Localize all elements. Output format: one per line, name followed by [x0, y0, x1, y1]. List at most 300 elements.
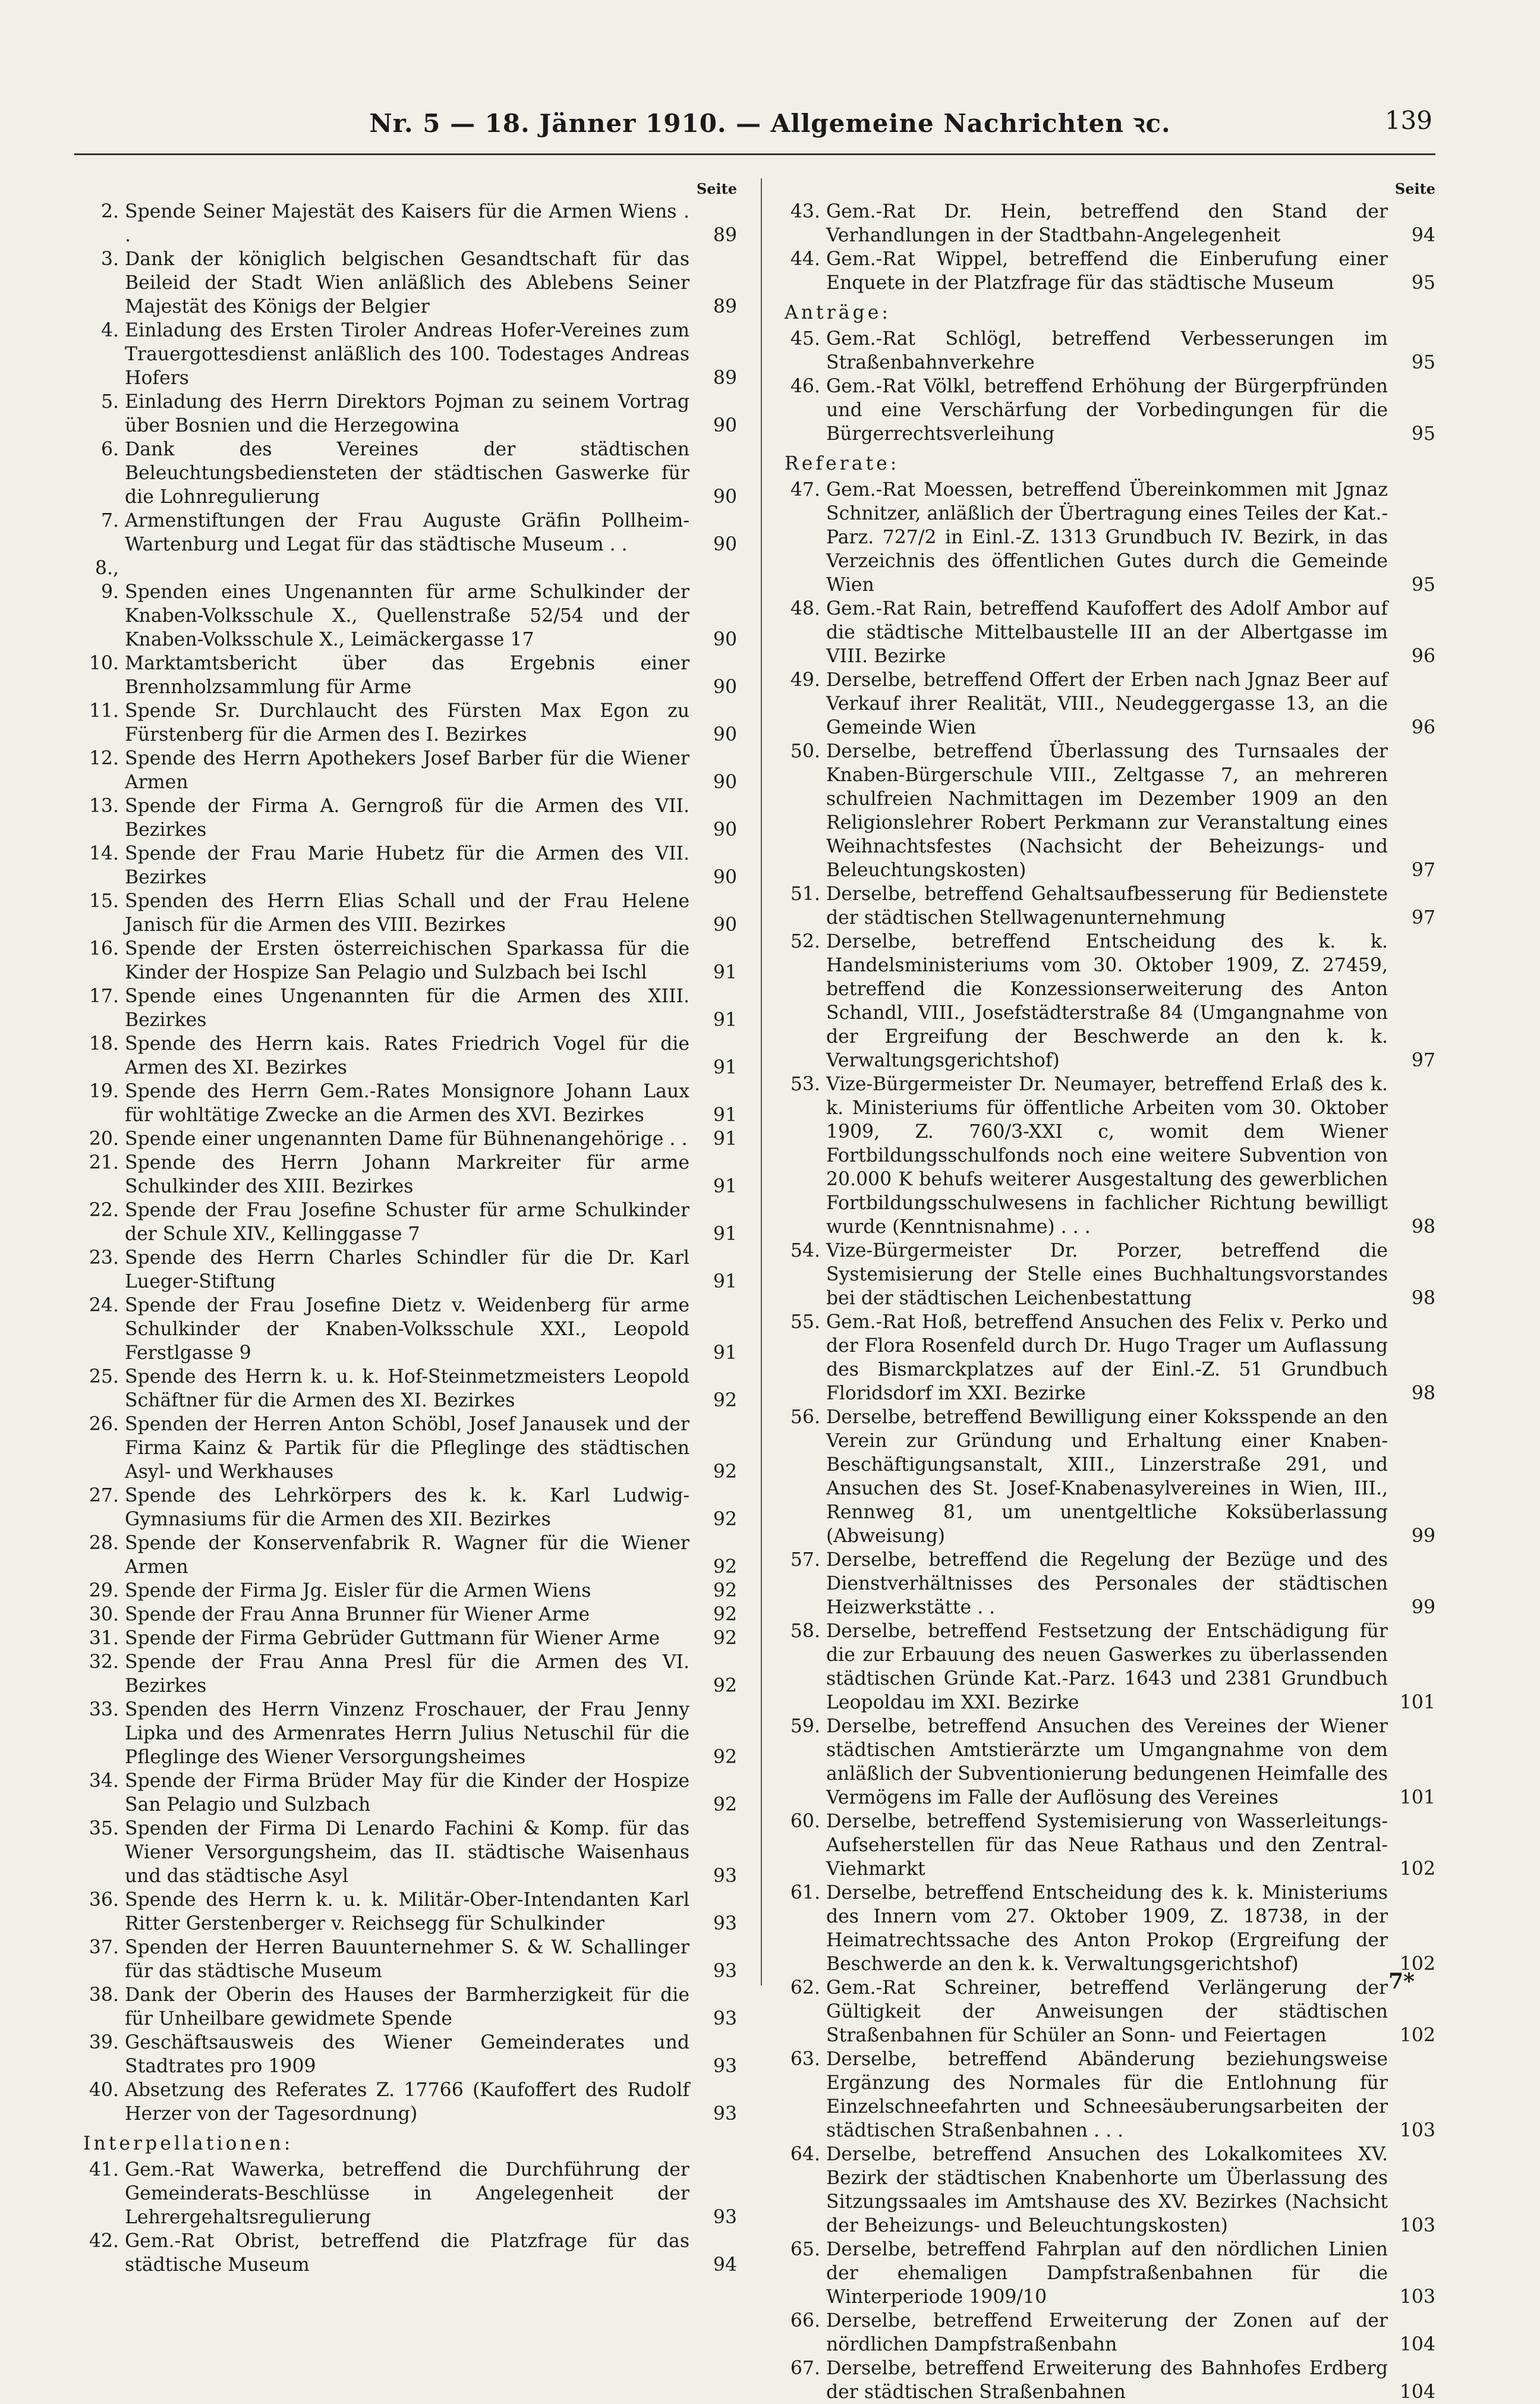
entry-text-block — [83, 319, 737, 390]
entry-number: 52. — [790, 931, 820, 952]
entry-text: Spenden des Herrn Vinzenz Froschauer, der Frau Jenny Lipka und des Armenrates Herrn Julius Netuschil für die Pfleglinge des Wiener Versorgungsheimes — [125, 1699, 689, 1768]
index-entry — [83, 1817, 737, 1888]
entry-page: 97 — [1411, 860, 1435, 881]
entry-page: 90 — [713, 867, 737, 888]
entry-page: 91 — [713, 1176, 737, 1197]
entry-text: Spende des Herrn k. u. k. Militär-Ober-Intendanten Karl Ritter Gerstenberger v. Reichsegg für Schulkinder — [125, 1889, 689, 1934]
entry-text-block — [83, 1579, 737, 1603]
entry-text: Marktamtsbericht über das Ergebnis einer Brennholzsammlung für Arme — [125, 653, 689, 698]
entry-number: 32. — [89, 1651, 119, 1673]
index-entry — [785, 2142, 1435, 2238]
entry-number: 19. — [89, 1081, 119, 1102]
entry-text-block — [785, 2047, 1435, 2142]
index-entry — [785, 1310, 1435, 1405]
entry-number: 37. — [89, 1937, 119, 1958]
entry-number: 46. — [790, 376, 820, 397]
entry-text: Derselbe, betreffend Überlassung des Turnsaales der Knaben-Bürgerschule VIII., Zeltgasse 7, an mehreren schulfreien Nachmittagen im Dezember 1909 an den Religionslehrer Robert Perkmann zur Veranstaltung eines Weihnachtsfestes (Nachsicht der Beheizungs- und Beleuchtungskosten) — [826, 741, 1388, 881]
entry-text: Spende des Herrn Gem.-Rates Monsignore Johann Laux für wohltätige Zwecke an die Armen des XVI. Bezirkes — [125, 1081, 689, 1126]
entry-text: Gem.-Rat Wippel, betreffend die Einberufung einer Enquete in der Platzfrage für das städtische Museum — [826, 248, 1388, 294]
index-entry — [83, 1127, 737, 1151]
entry-text-block — [83, 1817, 737, 1888]
entry-number: 49. — [790, 669, 820, 691]
entry-text-block — [83, 509, 737, 556]
entry-number: 10. — [89, 653, 119, 674]
index-entry — [83, 556, 737, 652]
index-entry — [83, 2031, 737, 2078]
entry-page: 93 — [713, 2056, 737, 2077]
entry-number: 58. — [790, 1621, 820, 1642]
index-entry — [83, 1032, 737, 1080]
section-heading: Referate: — [785, 453, 900, 474]
entry-page: 103 — [1399, 2120, 1435, 2141]
entry-text-block — [83, 1412, 737, 1484]
seite-label: Seite — [1394, 180, 1435, 197]
entry-number: 16. — [89, 938, 119, 959]
entry-text-block — [83, 747, 737, 794]
entry-text-block — [83, 889, 737, 937]
entry-page: 91 — [713, 1342, 737, 1364]
entry-page: 102 — [1399, 2025, 1435, 2046]
entry-text-block — [785, 1548, 1435, 1619]
entry-text-block — [83, 699, 737, 747]
entry-text: Gem.-Rat Dr. Hein, betreffend den Stand der Verhandlungen in der Stadtbahn-Angelegenheit — [826, 201, 1388, 246]
entry-text: Spende eines Ungenannten für die Armen des XIII. Bezirkes — [125, 986, 689, 1031]
entry-text: Derselbe, betreffend Bewilligung einer Koksspende an den Verein zur Gründung und Erhaltung einer Knaben-Beschäftigungsanstalt, XIII., Linzerstraße 291, und Ansuchen des St. Josef-Knabenasylvereines in Wien, III., Rennweg 81, um unentgeltliche Koksüberlassung (Abweisung) — [826, 1406, 1388, 1547]
entry-number: 36. — [89, 1889, 119, 1911]
right-entries — [785, 200, 1435, 2404]
entry-page: 98 — [1411, 1288, 1435, 1309]
entry-text-block — [785, 1810, 1435, 1881]
entry-page: 96 — [1411, 646, 1435, 667]
entry-text: Spende der Frau Josefine Schuster für arme Schulkinder der Schule XIV., Kellinggasse 7 — [125, 1200, 689, 1245]
entry-text-block — [83, 652, 737, 699]
entry-number: 54. — [790, 1240, 820, 1261]
index-entry — [785, 247, 1435, 295]
index-entry — [83, 1983, 737, 2031]
entry-text: Spende der Firma Brüder May für die Kinder der Hospize San Pelagio und Sulzbach — [125, 1770, 689, 1815]
entry-text: Armenstiftungen der Frau Auguste Gräfin Pollheim-Wartenburg und Legat für das städtische Museum . . — [125, 510, 689, 555]
entry-text-block — [785, 1310, 1435, 1405]
entry-page: 91 — [713, 962, 737, 983]
index-entry — [785, 668, 1435, 740]
entry-number: 27. — [89, 1485, 119, 1506]
entry-number: 56. — [790, 1406, 820, 1428]
entry-number: 62. — [790, 1977, 820, 1999]
entry-page: 92 — [713, 1556, 737, 1578]
entry-text: Absetzung des Referates Z. 17766 (Kaufoffert des Rudolf Herzer von der Tagesordnung) — [125, 2079, 689, 2125]
entry-text: Gem.-Rat Schlögl, betreffend Verbesserungen im Straßenbahnverkehre — [826, 328, 1388, 373]
entry-text: Gem.-Rat Wawerka, betreffend die Durchführung der Gemeinderats-Beschlüsse in Angelegenheit der Lehrergehaltsregulierung — [125, 2159, 689, 2228]
entry-text-block — [83, 984, 737, 1032]
entry-number: 55. — [790, 1311, 820, 1333]
entry-page: 90 — [713, 819, 737, 841]
entry-text: Gem.-Rat Rain, betreffend Kaufoffert des Adolf Ambor auf die städtische Mittelbaustelle III an der Albertgasse im VIII. Bezirke — [826, 598, 1388, 667]
index-entry — [83, 889, 737, 937]
entry-number: 22. — [89, 1200, 119, 1221]
entry-text-block — [785, 1239, 1435, 1310]
entry-page: 92 — [713, 1509, 737, 1530]
entry-text: Spende der Frau Anna Brunner für Wiener Arme — [125, 1604, 590, 1625]
entry-number: 3. — [100, 248, 119, 270]
entry-text-block — [83, 438, 737, 509]
entry-page: 95 — [1411, 352, 1435, 373]
entry-text-block — [83, 1769, 737, 1817]
entry-text-block — [785, 327, 1435, 375]
entry-page: 103 — [1399, 2215, 1435, 2236]
entry-page: 98 — [1411, 1216, 1435, 1238]
entry-number: 59. — [790, 1716, 820, 1737]
index-entry — [83, 1698, 737, 1769]
entry-text-block — [785, 930, 1435, 1072]
entry-page: 99 — [1411, 1525, 1435, 1547]
entry-page: 95 — [1411, 272, 1435, 294]
entry-text-block — [83, 1698, 737, 1769]
entry-text: Derselbe, betreffend Gehaltsaufbesserung für Bedienstete der städtischen Stellwagenunternehmung — [826, 883, 1388, 929]
entry-number: 64. — [790, 2144, 820, 2165]
index-entry — [83, 438, 737, 509]
entry-text-block — [785, 668, 1435, 740]
entry-number: 39. — [89, 2032, 119, 2053]
entry-text: Spende der Konservenfabrik R. Wagner für die Wiener Armen — [125, 1533, 689, 1578]
entry-text-block — [785, 478, 1435, 597]
index-entry — [83, 1888, 737, 1936]
entry-text-block — [83, 1626, 737, 1650]
entry-text-block — [83, 1151, 737, 1198]
entry-text: Derselbe, betreffend Erweiterung der Zonen auf der nördlichen Dampfstraßenbahn — [826, 2310, 1388, 2355]
entry-text: Spende der Firma Gebrüder Guttmann für Wiener Arme — [125, 1628, 660, 1649]
entry-number: 47. — [790, 479, 820, 501]
entry-page: 89 — [713, 367, 737, 389]
entry-text-block — [83, 200, 737, 247]
entry-text: Einladung des Ersten Tiroler Andreas Hofer-Vereines zum Trauergottesdienst anläßlich des 100. Todestages Andreas Hofers — [125, 320, 689, 389]
entry-page: 92 — [713, 1461, 737, 1483]
entry-text: Spende des Herrn kais. Rates Friedrich Vogel für die Armen des XI. Bezirkes — [125, 1033, 689, 1078]
index-entry — [785, 2309, 1435, 2356]
entry-number: 2. — [100, 201, 119, 222]
entry-number: 8., 9. — [95, 558, 119, 603]
entry-page: 92 — [713, 1794, 737, 1815]
entry-text-block — [785, 1619, 1435, 1714]
entry-text: Spenden der Herren Anton Schöbl, Josef Janausek und der Firma Kainz & Partik für die Pfleglinge des städtischen Asyl- und Werkhauses — [125, 1414, 689, 1483]
entry-text: Derselbe, betreffend Ansuchen des Vereines der Wiener städtischen Amtstierärzte um Umgangnahme von dem anläßlich der Subventionierung bedungenen Heimfalle des Vermögens im Falle der Auflösung des Vereines — [826, 1716, 1388, 1808]
entry-page: 90 — [713, 415, 737, 436]
entry-text-block — [83, 390, 737, 438]
index-entry — [785, 1881, 1435, 1976]
entry-text: Derselbe, betreffend Fahrplan auf den nördlichen Linien der ehemaligen Dampfstraßenbahnen für die Winterperiode 1909/10 — [826, 2239, 1388, 2308]
entry-text: Spenden des Herrn Elias Schall und der Frau Helene Janisch für die Armen des VIII. Bezirkes — [125, 891, 689, 936]
entry-number: 61. — [790, 1882, 820, 1903]
entry-number: 66. — [790, 2310, 820, 2331]
entry-number: 60. — [790, 1811, 820, 1832]
index-entry — [83, 1246, 737, 1294]
entry-page: 92 — [713, 1390, 737, 1411]
entry-text-block — [785, 2309, 1435, 2356]
entry-text: Gem.-Rat Moessen, betreffend Übereinkommen mit Jgnaz Schnitzer, anläßlich der Übertragung eines Teiles der Kat.-Parz. 727/2 in Einl.-Z. 1313 Grundbuch IV. Bezirk, in das Verzeichnis des öffentlichen Gutes durch die Gemeinde Wien — [826, 479, 1388, 596]
entry-text: Spende des Herrn Apothekers Josef Barber für die Wiener Armen — [125, 748, 689, 793]
entry-text: Spende der Firma Jg. Eisler für die Armen Wiens — [125, 1580, 591, 1601]
entry-text: Spende der Firma A. Gerngroß für die Armen des VII. Bezirkes — [125, 795, 689, 841]
left-column — [83, 178, 737, 2277]
index-entry — [785, 327, 1435, 375]
index-entry — [83, 247, 737, 319]
entry-text-block — [83, 2229, 737, 2277]
header-rule — [74, 153, 1435, 155]
entry-page: 101 — [1399, 1692, 1435, 1713]
entry-page: 101 — [1399, 1787, 1435, 1808]
entry-text: Derselbe, betreffend Systemisierung von Wasserleitungs-Aufseherstellen für das Neue Rathaus und den Zentral-Viehmarkt — [826, 1811, 1388, 1880]
index-entry — [785, 1714, 1435, 1810]
index-entry — [83, 1626, 737, 1650]
entry-page: 102 — [1399, 1858, 1435, 1880]
entry-text-block — [785, 740, 1435, 882]
entry-page: 95 — [1411, 574, 1435, 596]
entry-text-block — [83, 1888, 737, 1936]
entry-number: 6. — [100, 439, 119, 460]
entry-page: 92 — [713, 1580, 737, 1601]
section-heading: Interpellationen: — [83, 2133, 294, 2154]
entry-page: 92 — [713, 1628, 737, 1649]
index-entry — [83, 937, 737, 984]
seite-label: Seite — [696, 180, 737, 197]
page-number: 139 — [1384, 106, 1432, 135]
entry-text-block — [83, 1484, 737, 1531]
entry-page: 90 — [713, 486, 737, 508]
index-entry — [83, 1769, 737, 1817]
entry-number: 12. — [89, 748, 119, 769]
entry-text-block — [785, 200, 1435, 247]
index-entry — [83, 200, 737, 247]
entry-text-block — [785, 882, 1435, 930]
entry-page: 92 — [713, 1675, 737, 1697]
entry-page: 94 — [713, 2254, 737, 2276]
entry-page: 90 — [713, 629, 737, 650]
entry-text: Dank der königlich belgischen Gesandtschaft für das Beileid der Stadt Wien anläßlich des Ablebens Seiner Majestät des Königs der Belgier — [125, 248, 689, 317]
entry-page: 97 — [1411, 1050, 1435, 1071]
entry-text-block — [83, 794, 737, 842]
entry-text: Spende einer ungenannten Dame für Bühnenangehörige . . — [125, 1128, 688, 1150]
index-entry — [785, 1405, 1435, 1548]
entry-text-block — [83, 556, 737, 652]
index-entry — [785, 200, 1435, 247]
entry-text: Spende der Frau Josefine Dietz v. Weidenberg für arme Schulkinder der Knaben-Volksschule XXI., Leopold Ferstlgasse 9 — [125, 1295, 689, 1364]
index-entry — [83, 1603, 737, 1626]
entry-text-block — [83, 1531, 737, 1579]
entry-page: 91 — [713, 1128, 737, 1150]
column-divider — [761, 178, 762, 1985]
entry-number: 31. — [89, 1628, 119, 1649]
entry-number: 38. — [89, 1984, 119, 2006]
entry-text: Dank der Oberin des Hauses der Barmherzigkeit für die für Unheilbare gewidmete Spende — [125, 1984, 689, 2029]
entry-page: 89 — [713, 225, 737, 246]
entry-text-block — [83, 1365, 737, 1412]
entry-page: 96 — [1411, 717, 1435, 738]
entry-number: 25. — [89, 1366, 119, 1387]
index-entry — [83, 509, 737, 556]
entry-page: 91 — [713, 1271, 737, 1292]
entry-text: Spende der Frau Anna Presl für die Armen des VI. Bezirkes — [125, 1651, 689, 1697]
index-entry — [83, 699, 737, 747]
entry-page: 103 — [1399, 2286, 1435, 2308]
entry-number: 23. — [89, 1247, 119, 1269]
entry-text: Spende Seiner Majestät des Kaisers für die Armen Wiens . . — [125, 201, 689, 246]
entry-text: Derselbe, betreffend Offert der Erben nach Jgnaz Beer auf Verkauf ihrer Realität, VIII., Neudeggergasse 13, an die Gemeinde Wien — [826, 669, 1388, 738]
entry-text: Gem.-Rat Hoß, betreffend Ansuchen des Felix v. Perko und der Flora Rosenfeld durch Dr. Hugo Trager um Auflassung des Bismarckplatzes auf der Einl.-Z. 51 Grundbuch Floridsdorf im XXI. Bezirke — [826, 1311, 1388, 1404]
index-entry — [785, 1072, 1435, 1239]
entry-text-block — [83, 2078, 737, 2126]
entry-number: 63. — [790, 2049, 820, 2070]
entry-number: 35. — [89, 1818, 119, 1839]
index-entry — [785, 1619, 1435, 1714]
entry-number: 7. — [100, 510, 119, 531]
index-entry — [83, 2078, 737, 2126]
index-entry — [83, 842, 737, 889]
entry-number: 30. — [89, 1604, 119, 1625]
entry-text: Gem.-Rat Schreiner, betreffend Verlängerung der Gültigkeit der Anweisungen der städtischen Straßenbahnen für Schüler an Sonn- und Feiertagen — [826, 1977, 1388, 2046]
entry-text: Spenden der Firma Di Lenardo Fachini & Komp. für das Wiener Versorgungsheim, das II. städtische Waisenhaus und das städtische Asyl — [125, 1818, 689, 1887]
entry-text: Derselbe, betreffend die Regelung der Bezüge und des Dienstverhältnisses des Personales der städtischen Heizwerkstätte . . — [826, 1549, 1388, 1618]
entry-page: 93 — [713, 1865, 737, 1887]
entry-text: Einladung des Herrn Direktors Pojman zu seinem Vortrag über Bosnien und die Herzegowina — [125, 391, 689, 436]
index-entry — [83, 390, 737, 438]
entry-page: 90 — [713, 534, 737, 555]
entry-text: Derselbe, betreffend Entscheidung des k. k. Ministeriums des Innern vom 27. Oktober 1909, Z. 18738, in der Heimatrechtssache des Anton Prokop (Ergreifung der Beschwerde an den k. k. Verwaltungsgerichtshof) — [826, 1882, 1388, 1975]
entry-page: 90 — [713, 676, 737, 698]
signature-mark: 7* — [1388, 1969, 1415, 1994]
entry-text: Derselbe, betreffend Festsetzung der Entschädigung für die zur Erbauung des neuen Gaswerkes zu überlassenden städtischen Gründe Kat.-Parz. 1643 und 2381 Grundbuch Leopoldau im XXI. Bezirke — [826, 1621, 1388, 1713]
index-entry — [83, 1151, 737, 1198]
index-entry — [83, 1412, 737, 1484]
entry-text: Spende der Ersten österreichischen Sparkassa für die Kinder der Hospize San Pelagio und Sulzbach bei Ischl — [125, 938, 689, 983]
entry-number: 18. — [89, 1033, 119, 1055]
entry-page: 98 — [1411, 1383, 1435, 1404]
entry-number: 14. — [89, 843, 119, 864]
index-entry — [83, 2229, 737, 2277]
entry-number: 4. — [100, 320, 119, 341]
index-entry — [83, 1531, 737, 1579]
index-entry — [785, 2356, 1435, 2404]
index-entry — [83, 1198, 737, 1246]
entry-text: Spende des Lehrkörpers des k. k. Karl Ludwig-Gymnasiums für die Armen des XII. Bezirkes — [125, 1485, 689, 1530]
index-entry — [785, 478, 1435, 597]
index-entry — [785, 2047, 1435, 2142]
entry-text-block — [83, 1650, 737, 1698]
index-entry — [785, 597, 1435, 668]
entry-text: Spende der Frau Marie Hubetz für die Armen des VII. Bezirkes — [125, 843, 689, 888]
index-entry — [83, 984, 737, 1032]
entry-text-block — [785, 1881, 1435, 1976]
entry-page: 92 — [713, 1747, 737, 1768]
entry-number: 67. — [790, 2358, 820, 2379]
index-entry — [83, 1484, 737, 1531]
entry-text: Derselbe, betreffend Abänderung beziehungsweise Ergänzung des Normales für die Entlohnung für Einzelschneefahrten und Schneesäuberungsarbeiten der städtischen Straßenbahnen . . . — [826, 2049, 1388, 2141]
index-entry — [83, 1294, 737, 1365]
entry-page: 93 — [713, 2008, 737, 2029]
index-entry — [785, 930, 1435, 1072]
entry-page: 90 — [713, 772, 737, 793]
entry-number: 15. — [89, 891, 119, 912]
index-entry — [83, 1936, 737, 1983]
entry-page: 89 — [713, 296, 737, 317]
entry-page: 91 — [713, 1057, 737, 1078]
entry-text: Spenden eines Ungenannten für arme Schulkinder der Knaben-Volksschule X., Quellenstraße 52/54 und der Knaben-Volksschule X., Leimäckergasse 17 — [125, 581, 689, 650]
entry-text: Dank des Vereines der städtischen Beleuchtungsbediensteten der städtischen Gaswerke für die Lohnregulierung — [125, 439, 689, 508]
entry-text: Spende Sr. Durchlaucht des Fürsten Max Egon zu Fürstenberg für die Armen des I. Bezirkes — [125, 700, 689, 745]
entry-text: Spende des Herrn k. u. k. Hof-Steinmetzmeisters Leopold Schäftner für die Armen des XI. Bezirkes — [125, 1366, 689, 1411]
entry-text-block — [83, 842, 737, 889]
index-entry — [83, 1579, 737, 1603]
entry-number: 40. — [89, 2079, 119, 2101]
entry-number: 5. — [100, 391, 119, 413]
entry-number: 13. — [89, 795, 119, 817]
entry-page: 93 — [713, 1961, 737, 1982]
index-entry — [83, 1365, 737, 1412]
header-title: Nr. 5 — 18. Jänner 1910. — Allgemeine Nachrichten ꝛc. — [369, 109, 1171, 138]
entry-number: 45. — [790, 328, 820, 350]
entry-page: 102 — [1399, 1953, 1435, 1975]
index-entry — [785, 375, 1435, 446]
entry-page: 91 — [713, 1009, 737, 1031]
entry-text: Gem.-Rat Völkl, betreffend Erhöhung der Bürgerpfründen und eine Verschärfung der Vorbedingungen für die Bürgerrechtsverleihung — [826, 376, 1388, 445]
index-entry — [785, 1810, 1435, 1881]
entry-page: 91 — [713, 1223, 737, 1245]
entry-text: Derselbe, betreffend Entscheidung des k. k. Handelsministeriums vom 30. Oktober 1909, Z. 27459, betreffend die Konzessionserweiterung des Anton Schandl, VIII., Josefstädterstraße 84 (Umgangnahme von der Ergreifung der Beschwerde an den k. k. Verwaltungsgerichtshof) — [826, 931, 1388, 1071]
entry-text: Geschäftsausweis des Wiener Gemeinderates und Stadtrates pro 1909 — [125, 2032, 689, 2077]
entry-text-block — [785, 2142, 1435, 2238]
entry-text-block — [83, 1127, 737, 1151]
entry-text: Spende des Herrn Charles Schindler für die Dr. Karl Lueger-Stiftung — [125, 1247, 689, 1292]
index-entry — [785, 2238, 1435, 2309]
index-entry — [83, 2158, 737, 2229]
entry-text-block — [785, 2238, 1435, 2309]
entry-page: 104 — [1399, 2334, 1435, 2355]
entry-number: 50. — [790, 741, 820, 762]
entry-number: 21. — [89, 1152, 119, 1173]
entry-number: 11. — [89, 700, 119, 722]
entry-number: 53. — [790, 1074, 820, 1095]
entry-text-block — [83, 2158, 737, 2229]
entry-text-block — [83, 1198, 737, 1246]
entry-page: 99 — [1411, 1597, 1435, 1618]
entry-page: 104 — [1399, 2381, 1435, 2403]
entry-page: 91 — [713, 1105, 737, 1126]
entry-text-block — [785, 1072, 1435, 1239]
entry-text-block — [785, 247, 1435, 295]
entry-text-block — [83, 2031, 737, 2078]
entry-page: 93 — [713, 1913, 737, 1934]
entry-page: 93 — [713, 2103, 737, 2125]
index-entry — [785, 1239, 1435, 1310]
right-column — [785, 178, 1435, 2404]
entry-text: Derselbe, betreffend Ansuchen des Lokalkomitees XV. Bezirk der städtischen Knabenhorte um Überlassung des Sitzungssaales im Amtshause des XV. Bezirkes (Nachsicht der Beheizungs- und Beleuchtungskosten) — [826, 2144, 1388, 2236]
entry-text-block — [83, 247, 737, 319]
section-heading: Anträge: — [785, 302, 891, 323]
index-entry — [83, 319, 737, 390]
entry-text-block — [785, 1714, 1435, 1810]
entry-text: Vize-Bürgermeister Dr. Porzer, betreffend die Systemisierung der Stelle eines Buchhaltungsvorstandes bei der städtischen Leichenbestattung — [826, 1240, 1388, 1309]
entry-number: 28. — [89, 1533, 119, 1554]
entry-page: 95 — [1411, 423, 1435, 445]
entry-page: 90 — [713, 724, 737, 745]
entry-page: 90 — [713, 914, 737, 936]
entry-page: 94 — [1411, 225, 1435, 246]
index-entry — [785, 882, 1435, 930]
entry-text-block — [83, 1983, 737, 2031]
entry-number: 43. — [790, 201, 820, 222]
entry-number: 29. — [89, 1580, 119, 1601]
left-entries — [83, 200, 737, 2277]
entry-text-block — [83, 1032, 737, 1080]
index-entry — [785, 740, 1435, 882]
